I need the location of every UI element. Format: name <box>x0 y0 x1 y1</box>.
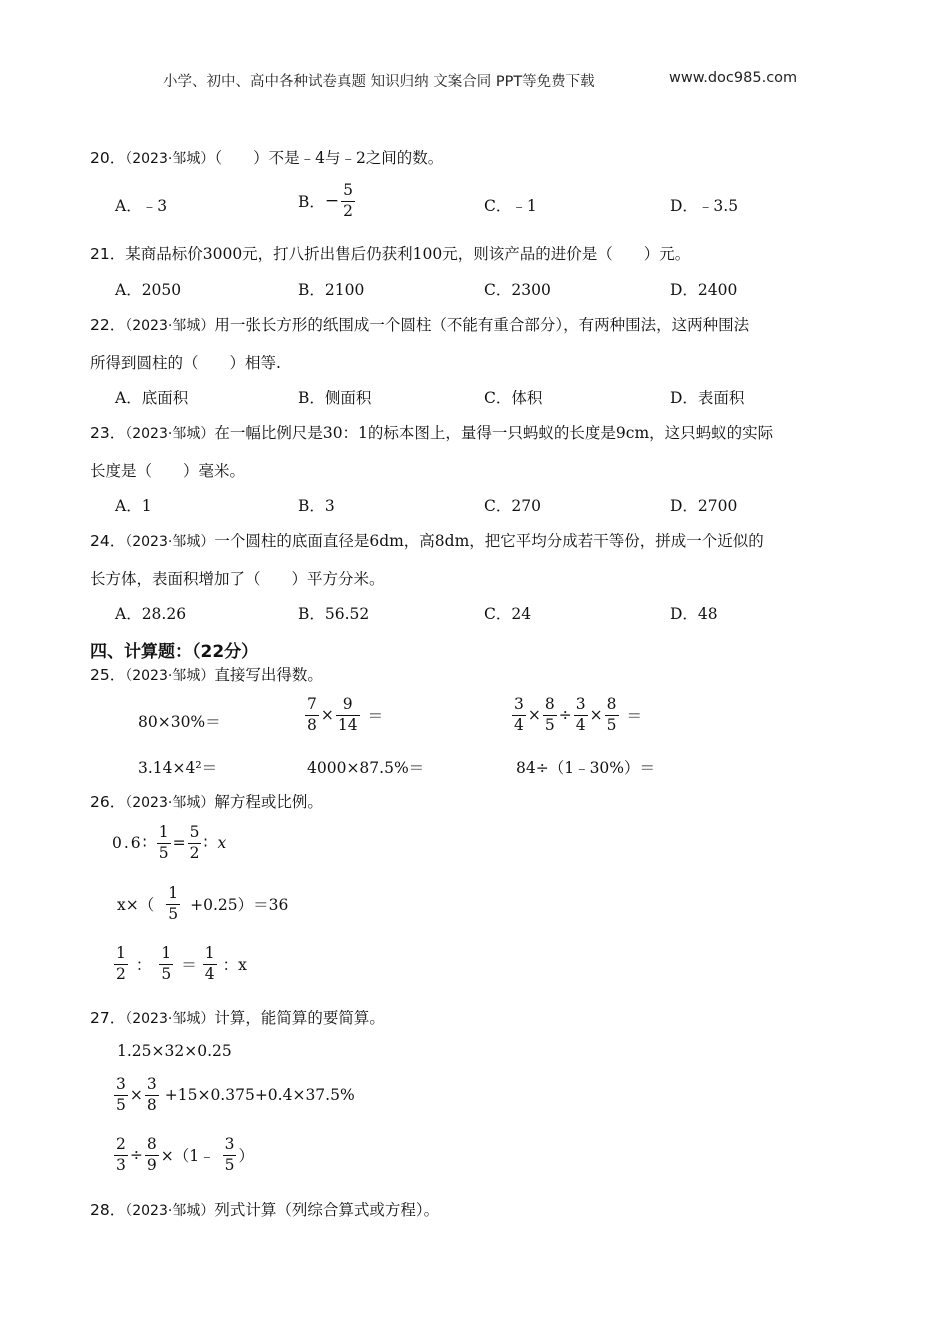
question-27: 27．（2023·邹城）计算，能简算的要简算。 <box>90 1009 385 1027</box>
q25-expr-1: 80×30%＝ <box>138 713 221 731</box>
q27-expr-1: 1.25×32×0.25 <box>117 1042 232 1060</box>
question-26: 26．（2023·邹城）解方程或比例。 <box>90 793 323 811</box>
q24-option-d: D．48 <box>670 605 718 623</box>
q23-option-a: A．1 <box>115 497 152 515</box>
fraction: $\frac{3}{8}$ <box>146 1075 157 1114</box>
q22-option-d: D．表面积 <box>670 389 745 407</box>
q24-option-b: B．56.52 <box>298 605 370 623</box>
q25-expr-6: 84÷（1﹣30%）＝ <box>516 759 656 777</box>
q24-option-a: A．28.26 <box>115 605 187 623</box>
question-22: 22．（2023·邹城）用一张长方形的纸围成一个圆柱（不能有重合部分），有两种围法，这两种围法 <box>90 316 750 334</box>
q20-option-a: A．﹣3 <box>115 197 168 215</box>
q23-option-d: D．2700 <box>670 497 738 515</box>
fraction: $\frac{5}{2}$ <box>189 823 200 862</box>
fraction: $\frac{8}{5}$ <box>606 695 617 734</box>
fraction: $\frac{3}{5}$ <box>224 1135 235 1174</box>
fraction: $\frac{2}{3}$ <box>116 1135 126 1174</box>
question-22-line2: 所得到圆柱的（ ）相等. <box>90 354 281 372</box>
fraction: $\frac{3}{4}$ <box>514 695 524 734</box>
header-url[interactable]: www.doc985.com <box>669 70 798 86</box>
section-heading: 四、计算题：（22分） <box>90 642 259 662</box>
fraction: $\frac{1}{4}$ <box>204 944 215 983</box>
q22-option-c: C．体积 <box>484 389 543 407</box>
fraction: $\frac{9}{14}$ <box>337 695 358 734</box>
q24-option-c: C．24 <box>484 605 532 623</box>
q22-option-a: A．底面积 <box>115 389 189 407</box>
q26-equation-3: $\frac{1}{2}$ ： $\frac{1}{5}$ ＝ $\frac{1}{4}$ ：x <box>116 944 247 983</box>
q25-expr-3: $\frac{3}{4}$ × $\frac{8}{5}$ ÷ $\frac{3}{4}$ × $\frac{8}{5}$ ＝ <box>514 695 643 734</box>
q25-expr-4: 3.14×4²＝ <box>138 759 218 777</box>
fraction: $\frac{3}{4}$ <box>575 695 586 734</box>
question-23-line2: 长度是（ ）毫米。 <box>90 462 246 480</box>
q25-expr-2: $\frac{7}{8}$ × $\frac{9}{14}$ ＝ <box>307 695 384 734</box>
q27-expr-3: $\frac{2}{3}$ ÷ $\frac{8}{9}$ ×（1﹣ $\frac{3}{5}$ ） <box>116 1135 254 1174</box>
q20-option-d: D．﹣3.5 <box>670 197 739 215</box>
fraction: $\frac{7}{8}$ <box>307 695 317 734</box>
fraction: $\frac{1}{5}$ <box>168 884 179 923</box>
fraction: $\frac{8}{9}$ <box>146 1135 157 1174</box>
q21-option-a: A．2050 <box>115 281 182 299</box>
header-text: 小学、初中、高中各种试卷真题 知识归纳 文案合同 PPT等免费下载 <box>163 74 595 90</box>
question-24: 24．（2023·邹城）一个圆柱的底面直径是6dm，高8dm，把它平均分成若干等份，拼成一个近似的 <box>90 532 764 550</box>
q22-option-b: B．侧面积 <box>298 389 372 407</box>
question-25: 25．（2023·邹城）直接写出得数。 <box>90 666 323 684</box>
q26-equation-2: x×（ $\frac{1}{5}$ +0.25）＝36 <box>117 884 289 923</box>
fraction: $\frac{8}{5}$ <box>544 695 555 734</box>
question-20: 20．（2023·邹城）（ ）不是﹣4与﹣2之间的数。 <box>90 149 444 167</box>
q20-option-b: B． − $\frac{5}{2}$ <box>298 181 354 220</box>
fraction: $\frac{3}{5}$ <box>116 1075 126 1114</box>
fraction: $\frac{1}{2}$ <box>116 944 126 983</box>
question-23: 23．（2023·邹城）在一幅比例尺是30：1的标本图上，量得一只蚂蚁的长度是9cm，这只蚂蚁的实际 <box>90 424 774 442</box>
q26-equation-1: 0.6∶ $\frac{1}{5}$ = $\frac{5}{2}$ ∶ x <box>112 823 227 862</box>
fraction: $\frac{1}{5}$ <box>158 823 169 862</box>
q20-option-c: C．﹣1 <box>484 197 537 215</box>
q25-expr-5: 4000×87.5%＝ <box>307 759 425 777</box>
q27-expr-2: $\frac{3}{5}$ × $\frac{3}{8}$ +15×0.375+0.4×37.5% <box>116 1075 355 1114</box>
fraction: $\frac{1}{5}$ <box>161 944 172 983</box>
q23-option-c: C．270 <box>484 497 541 515</box>
fraction: $\frac{5}{2}$ <box>343 181 354 220</box>
question-21: 21．某商品标价3000元，打八折出售后仍获利100元，则该产品的进价是（ ）元。 <box>90 245 691 263</box>
q21-option-b: B．2100 <box>298 281 365 299</box>
q21-option-c: C．2300 <box>484 281 551 299</box>
question-28: 28．（2023·邹城）列式计算（列综合算式或方程）。 <box>90 1201 440 1219</box>
question-24-line2: 长方体，表面积增加了（ ）平方分米。 <box>90 570 385 588</box>
q21-option-d: D．2400 <box>670 281 738 299</box>
q23-option-b: B．3 <box>298 497 335 515</box>
